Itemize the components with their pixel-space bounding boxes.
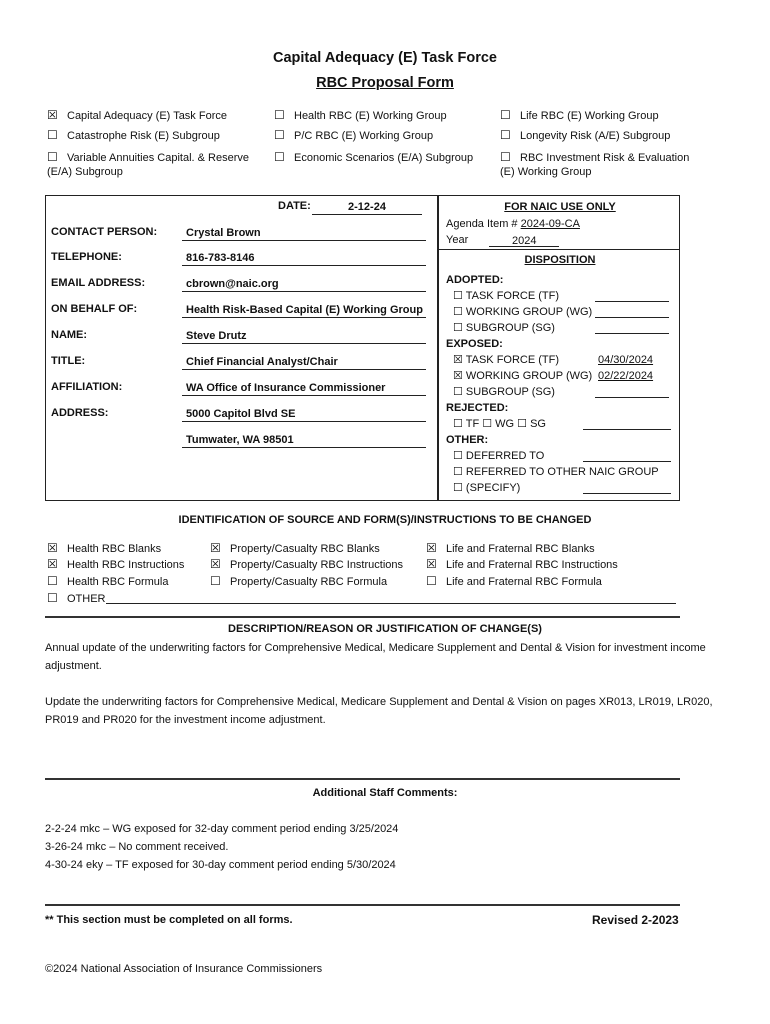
email-field[interactable]: cbrown@naic.org: [182, 277, 426, 292]
form-checkbox[interactable]: ☐ Health RBC Formula: [47, 574, 169, 588]
adopted-label: ADOPTED:: [446, 274, 504, 286]
group-checkbox[interactable]: ☐ Life RBC (E) Working Group: [500, 108, 659, 122]
other-checkbox[interactable]: ☐ OTHER: [47, 591, 106, 605]
checkbox-icon: ☐: [210, 574, 221, 588]
other-field[interactable]: [106, 591, 676, 604]
rejected-row[interactable]: ☐ TF ☐ WG ☐ SG: [453, 418, 546, 430]
checkbox-icon: ☐: [426, 574, 437, 588]
checkbox-icon: ☐: [47, 150, 58, 164]
group-checkbox[interactable]: ☐ Variable Annuities Capital. & Reserve (E/A) Subgroup: [47, 150, 250, 178]
checkbox-icon: ☐: [47, 591, 58, 605]
checkbox-icon: ☐: [47, 574, 58, 588]
contact-person-field[interactable]: Crystal Brown: [182, 226, 426, 241]
specify-blank[interactable]: [583, 481, 671, 494]
agenda-item-value: 2024-09-CA: [520, 218, 580, 230]
checkbox-icon: ☐: [500, 108, 511, 122]
group-checkbox[interactable]: ☐ Longevity Risk (A/E) Subgroup: [500, 128, 671, 142]
deferred-to[interactable]: ☐ DEFERRED TO: [453, 450, 545, 462]
form-checkbox[interactable]: ☐ Life and Fraternal RBC Formula: [426, 574, 602, 588]
naic-separator: [439, 249, 680, 250]
description-heading: DESCRIPTION/REASON OR JUSTIFICATION OF CHANGE(S): [228, 623, 542, 635]
group-checkbox[interactable]: ☒ Capital Adequacy (E) Task Force: [47, 108, 227, 122]
identification-heading: IDENTIFICATION OF SOURCE AND FORM(S)/INSTRUCTIONS TO BE CHANGED: [178, 514, 592, 526]
form-subtitle: RBC Proposal Form: [316, 75, 454, 91]
section-rule: [45, 616, 680, 618]
checkbox-icon: ☒: [47, 541, 58, 555]
checkbox-icon: ☒: [426, 541, 437, 555]
copyright: ©2024 National Association of Insurance Commissioners: [45, 963, 323, 975]
form-checkbox[interactable]: ☒ Property/Casualty RBC Blanks: [210, 541, 380, 555]
adopted-tf-date[interactable]: [595, 289, 669, 302]
naic-heading: FOR NAIC USE ONLY: [504, 201, 616, 213]
form-checkbox[interactable]: ☒ Life and Fraternal RBC Blanks: [426, 541, 595, 555]
adopted-tf[interactable]: ☐ TASK FORCE (TF): [453, 290, 560, 302]
group-checkbox[interactable]: ☐ RBC Investment Risk & Evaluation (E) Working Group: [500, 150, 690, 178]
email-label: EMAIL ADDRESS:: [51, 277, 146, 289]
staff-comments-heading: Additional Staff Comments:: [312, 787, 458, 799]
form-checkbox[interactable]: ☒ Health RBC Instructions: [47, 557, 185, 571]
contact-person-label: CONTACT PERSON:: [51, 226, 158, 238]
description-paragraph-1: Annual update of the underwriting factors for Comprehensive Medical, Medicare Supplement and Dental & Vision for investment income adjustment.: [45, 642, 706, 672]
group-checkbox[interactable]: ☐ Health RBC (E) Working Group: [274, 108, 447, 122]
description-paragraph-2: Update the underwriting factors for Comprehensive Medical, Medicare Supplement and Dental & Vision on pages XR013, LR019, LR020, PR019 and PR020 for the investment income adjustment.: [45, 696, 713, 726]
affiliation-field[interactable]: WA Office of Insurance Commissioner: [182, 381, 426, 396]
exposed-tf-date: 04/30/2024: [598, 354, 654, 366]
telephone-label: TELEPHONE:: [51, 251, 122, 263]
form-title: Capital Adequacy (E) Task Force: [272, 50, 497, 66]
group-checkbox[interactable]: ☐ Economic Scenarios (E/A) Subgroup: [274, 150, 474, 164]
section-rule: [45, 904, 680, 906]
date-field[interactable]: 2-12-24: [312, 200, 422, 215]
adopted-sg-date[interactable]: [595, 321, 669, 334]
group-checkbox[interactable]: ☐ Catastrophe Risk (E) Subgroup: [47, 128, 220, 142]
address-label: ADDRESS:: [51, 407, 109, 419]
checkbox-icon: ☐: [274, 128, 285, 142]
specify[interactable]: ☐ (SPECIFY): [453, 482, 521, 494]
referred-to[interactable]: ☐ REFERRED TO OTHER NAIC GROUP: [453, 466, 659, 478]
deferred-blank[interactable]: [583, 449, 671, 462]
checkbox-icon: ☐: [274, 108, 285, 122]
address-line2-field[interactable]: Tumwater, WA 98501: [182, 433, 426, 448]
section-rule: [45, 778, 680, 780]
year-value: 2024: [489, 234, 559, 247]
staff-comment: 3-26-24 mkc – No comment received.: [45, 841, 229, 853]
staff-comment: 2-2-24 mkc – WG exposed for 32-day comment period ending 3/25/2024: [45, 823, 399, 835]
other-label: OTHER:: [446, 434, 489, 446]
checkbox-icon: ☐: [500, 150, 511, 164]
rejected-date[interactable]: [583, 417, 671, 430]
form-checkbox[interactable]: ☒ Property/Casualty RBC Instructions: [210, 557, 404, 571]
checkbox-icon: ☒: [426, 557, 437, 571]
affiliation-label: AFFILIATION:: [51, 381, 123, 393]
checkbox-icon: ☒: [210, 557, 221, 571]
exposed-wg-date: 02/22/2024: [598, 370, 654, 382]
exposed-label: EXPOSED:: [446, 338, 503, 350]
revised-label: Revised 2-2023: [592, 913, 679, 927]
checkbox-icon: ☒: [210, 541, 221, 555]
form-checkbox[interactable]: ☒ Health RBC Blanks: [47, 541, 162, 555]
title-label: TITLE:: [51, 355, 86, 367]
name-field[interactable]: Steve Drutz: [182, 329, 426, 344]
checkbox-icon: ☒: [47, 108, 58, 122]
required-note: ** This section must be completed on all forms.: [45, 914, 293, 926]
year-row: Year 2024: [446, 233, 559, 247]
telephone-field[interactable]: 816-783-8146: [182, 251, 426, 266]
group-checkbox[interactable]: ☐ P/C RBC (E) Working Group: [274, 128, 434, 142]
adopted-wg[interactable]: ☐ WORKING GROUP (WG): [453, 306, 593, 318]
form-checkbox[interactable]: ☐ Property/Casualty RBC Formula: [210, 574, 388, 588]
name-label: NAME:: [51, 329, 88, 341]
exposed-wg[interactable]: ☒ WORKING GROUP (WG): [453, 370, 593, 382]
adopted-wg-date[interactable]: [595, 305, 669, 318]
behalf-field[interactable]: Health Risk-Based Capital (E) Working Group: [182, 303, 426, 318]
disposition-heading: DISPOSITION: [524, 254, 596, 266]
date-label: DATE:: [278, 200, 311, 212]
box-divider: [437, 195, 439, 501]
exposed-tf[interactable]: ☒ TASK FORCE (TF): [453, 354, 560, 366]
rejected-label: REJECTED:: [446, 402, 509, 414]
checkbox-icon: ☒: [47, 557, 58, 571]
adopted-sg[interactable]: ☐ SUBGROUP (SG): [453, 322, 555, 334]
checkbox-icon: ☐: [47, 128, 58, 142]
address-line1-field[interactable]: 5000 Capitol Blvd SE: [182, 407, 426, 422]
checkbox-icon: ☐: [500, 128, 511, 142]
form-checkbox[interactable]: ☒ Life and Fraternal RBC Instructions: [426, 557, 618, 571]
agenda-item-row: Agenda Item # 2024-09-CA: [446, 218, 580, 230]
title-field[interactable]: Chief Financial Analyst/Chair: [182, 355, 426, 370]
behalf-label: ON BEHALF OF:: [51, 303, 138, 315]
exposed-sg-date[interactable]: [595, 385, 669, 398]
exposed-sg[interactable]: ☐ SUBGROUP (SG): [453, 386, 555, 398]
checkbox-icon: ☐: [274, 150, 285, 164]
staff-comment: 4-30-24 eky – TF exposed for 30-day comment period ending 5/30/2024: [45, 859, 396, 871]
